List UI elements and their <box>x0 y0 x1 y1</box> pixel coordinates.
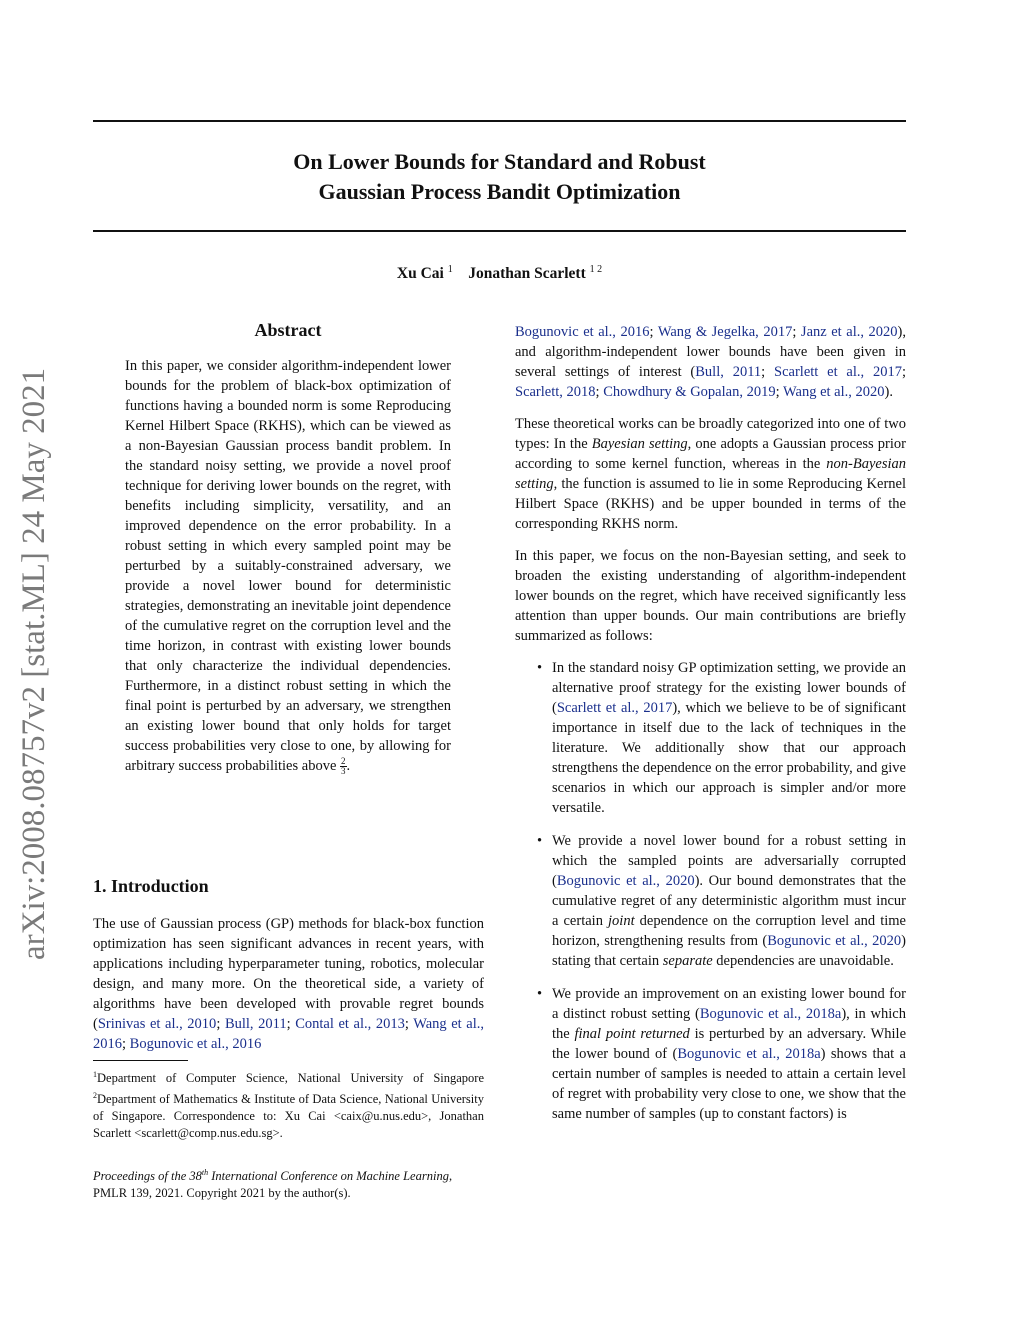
list-text: We provide a novel lower bound for a robust setting in which the sampled points are adversarially corrupted ( <box>552 833 906 889</box>
paper-title <box>93 147 906 207</box>
arxiv-identifier: arXiv:2008.08757v2 [stat.ML] 24 May 2021 <box>16 367 52 960</box>
citation-link[interactable]: Scarlett et al., 2017 <box>774 364 902 380</box>
emphasis: Bayesian setting <box>591 436 688 452</box>
title-top-rule <box>93 120 906 122</box>
citation-link[interactable]: Bogunovic et al., 2018a <box>677 1046 821 1062</box>
author-affiliation: 1 2 <box>589 264 603 275</box>
title-line-2: Gaussian Process Bandit Optimization <box>318 179 681 204</box>
list-text: In the standard noisy GP optimization setting, we provide an alternative proof strategy for the existing lower bounds of ( <box>552 660 906 716</box>
footnote-marker: 1 <box>93 1070 97 1079</box>
citation-link[interactable]: Scarlett et al., 2017 <box>556 700 673 716</box>
intro-text: , the function is assumed to lie in some Reproducing Kernel Hilbert Space (RKHS) and be upper bounded in terms of the corresponding RKHS norm. <box>515 476 906 532</box>
citation-link[interactable]: Contal et al., 2013 <box>295 1016 405 1032</box>
citation-link[interactable]: Bogunovic et al., 2020 <box>767 933 902 949</box>
proceedings-text: International Conference on Machine Learning <box>208 1169 449 1184</box>
intro-text: ). <box>884 384 893 400</box>
emphasis: separate <box>662 953 713 969</box>
contributions-list <box>515 658 906 1124</box>
fraction-denominator: 3 <box>341 766 346 777</box>
footnote-marker: 2 <box>93 1091 97 1101</box>
citation-link[interactable]: Bogunovic et al., 2016 <box>129 1036 262 1052</box>
list-text: ), in which the <box>552 1006 906 1042</box>
list-text: ) shows that a certain number of samples is needed to attain a certain level of regret with probability very close to one, we show that the same number of samples (up to constant factors) is <box>552 1046 906 1122</box>
citation-link[interactable]: Srinivas et al., 2010 <box>97 1016 217 1032</box>
citation-link[interactable]: Bull, 2011 <box>224 1016 287 1032</box>
section-heading-introduction: 1. Introduction <box>93 876 209 896</box>
abstract-heading: Abstract <box>254 320 322 340</box>
abstract-body <box>125 356 451 776</box>
footnote-text: Department of Computer Science, National University of Singapore <box>97 1071 484 1086</box>
abstract-end: . <box>346 758 351 774</box>
citation-link[interactable]: Janz et al., 2020 <box>800 324 898 340</box>
emphasis: final point returned <box>574 1026 690 1042</box>
emphasis: joint <box>608 913 635 929</box>
list-text: dependence on the corruption level and time horizon, strengthening results from ( <box>552 913 906 949</box>
fraction-numerator: 2 <box>341 756 346 767</box>
proceedings-copyright: , PMLR 139, 2021. Copyright 2021 by the author(s). <box>93 1169 453 1201</box>
citation-link[interactable]: Wang et al., 2020 <box>782 384 885 400</box>
citation-link[interactable]: Bogunovic et al., 2018a <box>699 1006 842 1022</box>
list-text: dependencies are unavoidable. <box>712 953 894 969</box>
intro-text: ), and algorithm-independent lower bounds have been given in several settings of interest ( <box>515 324 906 380</box>
intro-paragraph-2 <box>515 414 906 534</box>
author-name: Jonathan Scarlett <box>468 265 586 283</box>
citation-link[interactable]: Bull, 2011 <box>695 364 762 380</box>
list-text: We provide an improvement on an existing lower bound for a distinct robust setting ( <box>552 986 906 1022</box>
list-text: ) stating that certain <box>552 933 906 969</box>
intro-paragraph-1-continued: Bogunovic et al., 2016; Wang & Jegelka, 2017; Janz et al., 2020), and algorithm-independent lower bounds have been given in several settings of interest (Bull, 2011; Scarlett et al., 2017; Scarlett, 2018; Chowdhury & Gopalan, 2019; Wang et al., 2020). <box>515 324 907 400</box>
author-affiliation: 1 <box>447 264 453 275</box>
abstract-text: In this paper, we consider algorithm-independent lower bounds for the problem of black-box optimization of functions having a bounded norm is some Reproducing Kernel Hilbert Space (RKHS), which can be viewed as a non-Bayesian Gaussian process bandit problem. In the standard noisy setting, we provide a novel proof technique for deriving lower bounds on the regret, with benefits including simplicity, versatility, and an improved dependence on the error probability. In a robust setting in which every sampled point may be perturbed by a suitably-constrained adversary, we provide a novel lower bound for deterministic strategies, demonstrating an inevitable joint dependence of the cumulative regret on the corruption level and the time horizon, in contrast with existing lower bounds that only characterize the individual dependencies. Furthermore, in a distinct robust setting in which the final point is perturbed by an adversary, we strengthen an existing lower bound that only holds for target success probabilities very close to one, by allowing for arbitrary success probabilities above <box>125 358 451 774</box>
list-text: ), which we believe to be of significant importance in itself due to the lack of techniques in the literature. We additionally show that our approach strengthens the dependence on the error probability, and give scenarios in which our approach is simpler and/or more versatile. <box>552 700 906 816</box>
affiliation-footnote <box>93 1066 484 1142</box>
intro-text: The use of Gaussian process (GP) methods for black-box function optimization has seen significant advances in recent years, with applications including hyperparameter tuning, robotics, molecular design, and many more. On the theoretical side, a variety of algorithms have been developed with provable regret bounds ( <box>93 916 484 1032</box>
citation-link[interactable]: Wang & Jegelka, 2017 <box>657 324 793 340</box>
citation-link[interactable]: Bogunovic et al., 2016 <box>515 324 650 340</box>
list-item <box>515 984 906 1124</box>
footnote-rule <box>93 1060 188 1061</box>
author-list <box>93 264 906 283</box>
citation-link[interactable]: Bogunovic et al., 2020 <box>556 873 695 889</box>
list-item <box>515 831 906 971</box>
right-column <box>515 322 906 1137</box>
proceedings-superscript: th <box>201 1168 209 1177</box>
intro-paragraph-3: In this paper, we focus on the non-Bayesian setting, and seek to broaden the existing understanding of algorithm-independent lower bounds on the regret, which have received significantly less attention than upper bounds. Our main contributions are briefly summarized as follows: <box>515 548 906 644</box>
title-line-1: On Lower Bounds for Standard and Robust <box>293 149 706 174</box>
emphasis: non-Bayesian setting <box>515 456 906 492</box>
list-text: ). Our bound demonstrates that the cumulative regret of any deterministic algorithm must incur a certain <box>552 873 906 929</box>
citation-link[interactable]: Wang et al., 2016 <box>93 1016 484 1052</box>
author-name: Xu Cai <box>396 265 444 283</box>
proceedings-text: Proceedings of the 38 <box>93 1169 202 1184</box>
title-bottom-rule <box>93 230 906 232</box>
intro-paragraph-1: The use of Gaussian process (GP) methods for black-box function optimization has seen significant advances in recent years, with applications including hyperparameter tuning, robotics, molecular design, and many more. On the theoretical side, a variety of algorithms have been developed with provable regret bounds (Srinivas et al., 2010; Bull, 2011; Contal et al., 2013; Wang et al., 2016; Bogunovic et al., 2016 <box>93 916 484 1052</box>
list-text: is perturbed by an adversary. While the lower bound of ( <box>552 1026 907 1062</box>
citation-link[interactable]: Chowdhury & Gopalan, 2019 <box>603 384 776 400</box>
intro-text: , one adopts a Gaussian process prior according to some kernel function, whereas in the <box>515 436 906 472</box>
proceedings-note <box>93 1164 484 1202</box>
list-item <box>515 658 906 818</box>
footnote-text: Department of Mathematics & Institute of Data Science, National University of Singapore. Correspondence to: Xu Cai <caix@u.nus.edu>, Jonathan Scarlett <scarlett@comp.nus.edu.sg>. <box>93 1092 484 1141</box>
intro-text: These theoretical works can be broadly categorized into one of two types: In the <box>515 416 906 452</box>
citation-link[interactable]: Scarlett, 2018 <box>515 384 596 400</box>
